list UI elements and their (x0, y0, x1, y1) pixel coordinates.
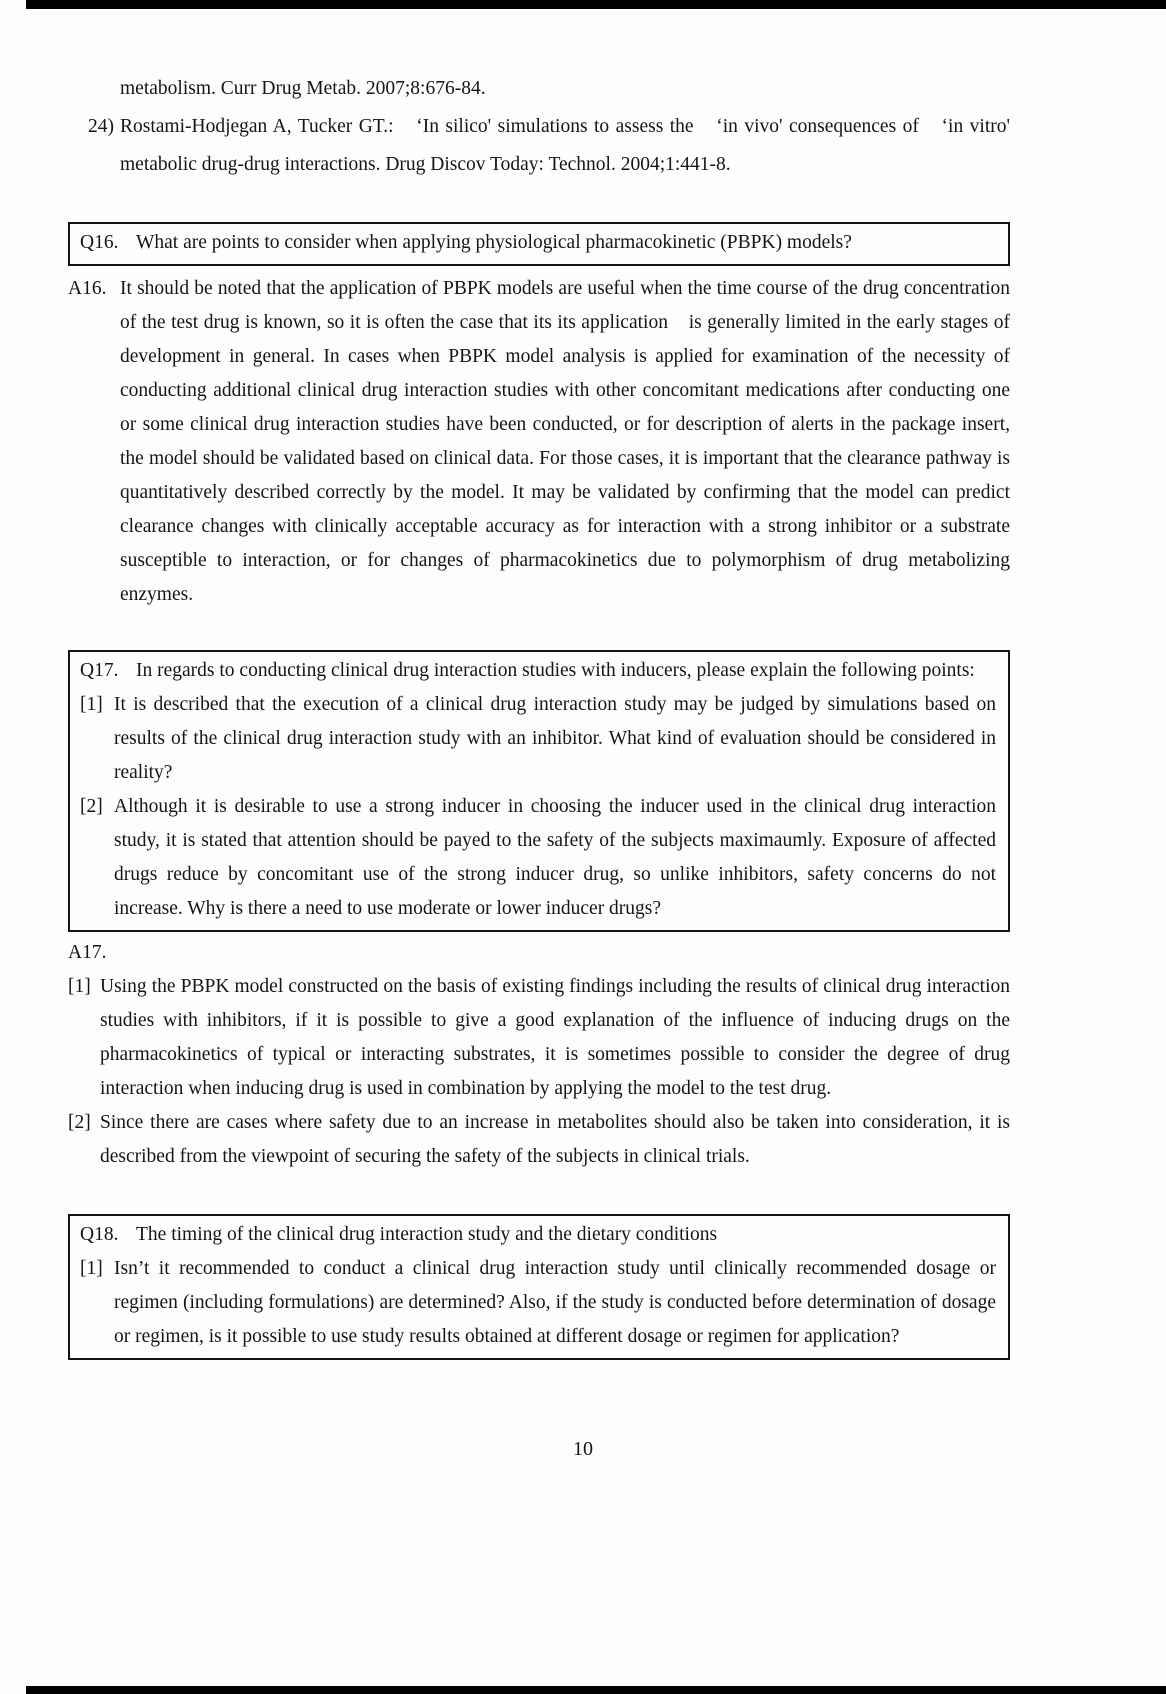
scan-artifact-bottom (26, 1686, 1166, 1694)
q18-point-1-text: Isn’t it recommended to conduct a clinical drug interaction study until clinically recommended dosage or regimen (including formulations) are determined? Also, if the study is conducted before determination of dosage or regimen, is it possible to use study results obtained at different dosage or regimen for application? (114, 1258, 996, 1347)
a16-answer-text: It should be noted that the application of PBPK models are useful when the time course of the drug concentration of the test drug is known, so it is often the case that its its application is generally limited in the early stages of development in general. In cases when PBPK model analysis is applied for examination of the necessity of conducting additional clinical drug interaction studies with other concomitant medications after conducting one or some clinical drug interaction studies have been conducted, or for description of alerts in the package insert, the model should be validated based on clinical data. For those cases, it is important that the clearance pathway is quantitatively described correctly by the model. It may be validated by confirming that the model can predict clearance changes with clinically acceptable accuracy as for interaction with a strong inhibitor or a substrate susceptible to interaction, or for changes of pharmacokinetics due to polymorphism of drug metabolizing enzymes. (120, 278, 1010, 605)
q18-point-1 (80, 1252, 996, 1354)
q17-label: Q17. (80, 660, 119, 681)
q18-question-line (80, 1218, 996, 1252)
answer-a16 (68, 272, 1010, 612)
a17-point-1-label: [1] (68, 976, 91, 997)
q17-point-1-text: It is described that the execution of a clinical drug interaction study may be judged by simulations based on results of the clinical drug interaction study with an inhibitor. What kind of evaluation should be considered in reality? (114, 694, 996, 783)
q17-point-1-label: [1] (80, 694, 103, 715)
a16-label: A16. (68, 278, 107, 299)
a17-point-2-label: [2] (68, 1112, 91, 1133)
reference-24-text: Rostami-Hodjegan A, Tucker GT.: ‘In silico' simulations to assess the ‘in vivo' consequences of ‘in vitro' metabolic drug-drug interactions. Drug Discov Today: Technol. 2004;1:441‐8. (120, 116, 1010, 175)
reference-24 (68, 108, 1010, 184)
reference-24-number: 24) (88, 116, 114, 137)
a17-label: A17. (68, 942, 107, 963)
answer-a17 (68, 936, 1010, 1174)
q17-point-1 (80, 688, 996, 790)
a17-point-1-text: Using the PBPK model constructed on the basis of existing findings including the results of clinical drug interaction studies with inhibitors, if it is possible to give a good explanation of the influence of inducing drugs on the pharmacokinetics of typical or interacting substrates, it is sometimes possible to consider the degree of drug interaction when inducing drug is used in combination by applying the model to the test drug. (100, 976, 1010, 1099)
q16-label: Q16. (80, 232, 119, 253)
a17-point-2-text: Since there are cases where safety due to an increase in metabolites should also be taken into consideration, it is described from the viewpoint of securing the safety of the subjects in clinical trials. (100, 1112, 1010, 1167)
q17-point-2-text: Although it is desirable to use a strong inducer in choosing the inducer used in the clinical drug interaction study, it is stated that attention should be payed to the safety of the subjects maximaumly. Exposure of affected drugs reduce by concomitant use of the strong inducer drug, so unlike inhibitors, safety concerns do not increase. Why is there a need to use moderate or lower inducer drugs? (114, 796, 996, 919)
q17-question-text: In regards to conducting clinical drug interaction studies with inducers, please explain the following points: (136, 660, 975, 681)
question-box-q16 (68, 222, 1010, 266)
scan-artifact-top (26, 0, 1166, 9)
q18-question-text: The timing of the clinical drug interaction study and the dietary conditions (136, 1224, 718, 1245)
question-box-q17 (68, 650, 1010, 932)
q17-point-2-label: [2] (80, 796, 103, 817)
reference-list (68, 70, 1010, 184)
q18-label: Q18. (80, 1224, 119, 1245)
question-box-q18 (68, 1214, 1010, 1360)
a17-point-1 (68, 970, 1010, 1106)
a17-point-2 (68, 1106, 1010, 1174)
q16-question-text: What are points to consider when applying physiological pharmacokinetic (PBPK) models? (136, 232, 852, 253)
page-content (68, 70, 1010, 1360)
q16-question-line (80, 226, 996, 260)
q18-point-1-label: [1] (80, 1258, 103, 1279)
page-number: 10 (573, 1438, 593, 1460)
reference-23-continuation: metabolism. Curr Drug Metab. 2007;8:676-84. (120, 78, 486, 99)
q17-question-line (80, 654, 996, 688)
q17-point-2 (80, 790, 996, 926)
